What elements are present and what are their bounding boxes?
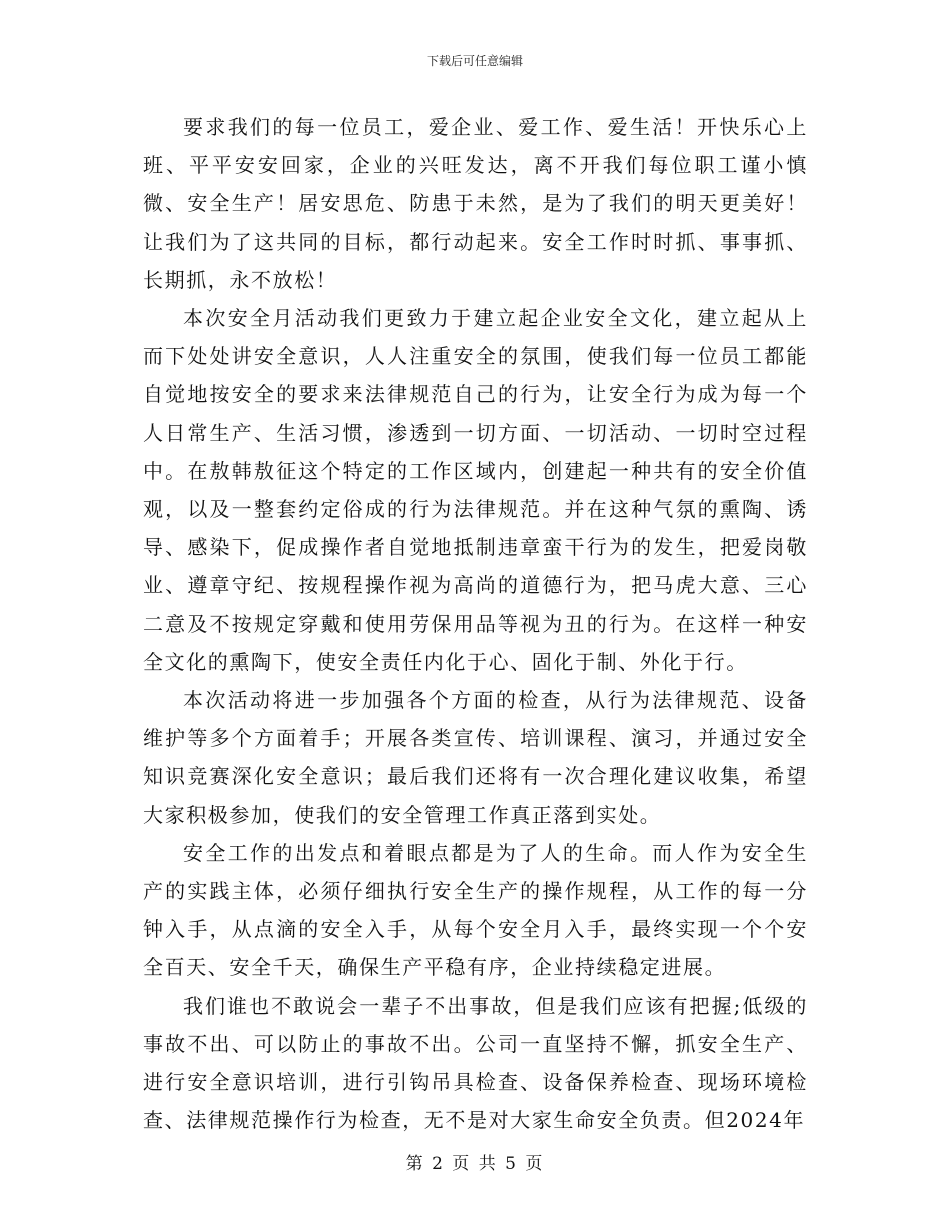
page-header: 下载后可任意编辑: [426, 54, 523, 68]
paragraph: 安全工作的出发点和着眼点都是为了人的生命。而人作为安全生产的实践主体，必须仔细执行安全生产的操作规程，从工作的每一分钟入手，从点滴的安全入手，从每个安全月入手，最终实现一个个安全百天、安全千天，确保生产平稳有序，企业持续稳定进展。: [143, 840, 808, 980]
paragraph: 本次安全月活动我们更致力于建立起企业安全文化，建立起从上而下处处讲安全意识，人人注重安全的氛围，使我们每一位员工都能自觉地按安全的要求来法律规范自己的行为，让安全行为成为每一个人日常生产、生活习惯，渗透到一切方面、一切活动、一切时空过程中。在敖韩敖征这个特定的工作区域内，创建起一种共有的安全价值观，以及一整套约定俗成的行为法律规范。并在这种气氛的熏陶、诱导、感染下，促成操作者自觉地抵制违章蛮干行为的发生，把爱岗敬业、遵章守纪、按规程操作视为高尚的道德行为，把马虎大意、三心二意及不按规定穿戴和使用劳保用品等视为丑的行为。在这样一种安全文化的熏陶下，使安全责任内化于心、固化于制、外化于行。: [143, 306, 808, 674]
document-body: [143, 108, 808, 1139]
paragraph: 我们谁也不敢说会一辈子不出事故，但是我们应该有把握;低级的事故不出、可以防止的事故不出。公司一直坚持不懈，抓安全生产、进行安全意识培训，进行引钩吊具检查、设备保养检查、现场环境检查、法律规范操作行为检查，无不是对大家生命安全负责。但2024年: [143, 993, 808, 1133]
paragraph: 要求我们的每一位员工，爱企业、爱工作、爱生活！开快乐心上班、平平安安回家，企业的兴旺发达，离不开我们每位职工谨小慎微、安全生产！居安思危、防患于未然，是为了我们的明天更美好！让我们为了这共同的目标，都行动起来。安全工作时时抓、事事抓、长期抓，永不放松！: [143, 115, 808, 292]
paragraph: 本次活动将进一步加强各个方面的检查，从行为法律规范、设备维护等多个方面着手；开展各类宣传、培训课程、演习，并通过安全知识竞赛深化安全意识；最后我们还将有一次合理化建议收集，希望大家积极参加，使我们的安全管理工作真正落到实处。: [143, 688, 808, 827]
page-number-footer: 第 2 页 共 5 页: [405, 1154, 545, 1174]
